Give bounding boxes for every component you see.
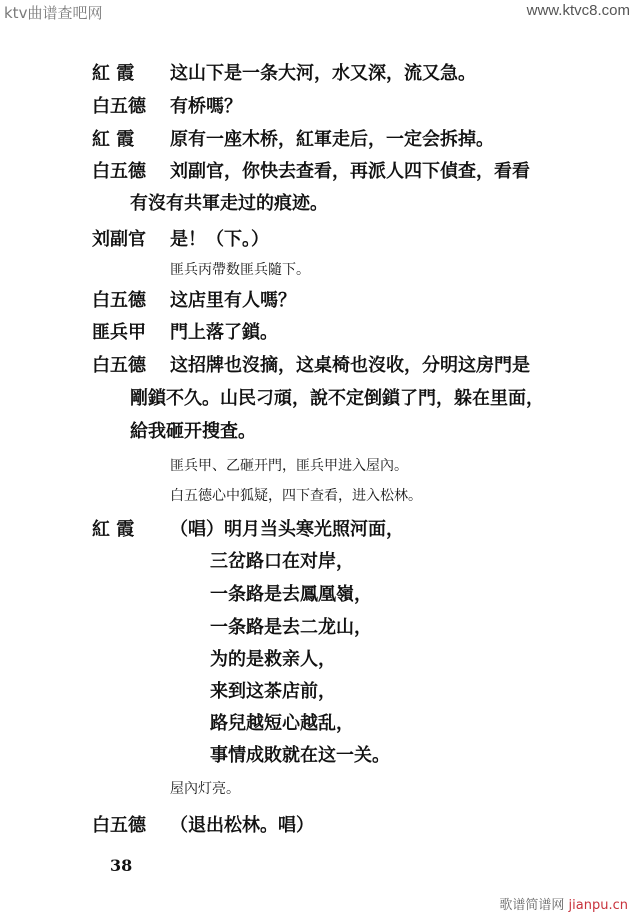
watermark-bottom-right-site: jianpu.cn	[568, 898, 628, 913]
stage-direction: 白五德心中狐疑，四下查看，进入松林。	[170, 488, 422, 504]
dialogue: （唱）明月当头寒光照河面，	[170, 519, 404, 540]
speaker: 白五德	[92, 815, 146, 836]
dialogue: （退出松林。唱）	[170, 815, 314, 836]
dialogue: 这山下是一条大河，水又深，流又急。	[170, 63, 476, 84]
dialogue-continuation: 剛鎖不久。山民刁頑，說不定倒鎖了門，躲在里面，	[130, 388, 544, 409]
speaker: 白五德	[92, 355, 146, 376]
song-line: 路兒越短心越乱，	[210, 713, 354, 734]
speaker: 匪兵甲	[92, 322, 146, 343]
page-number: 38	[110, 856, 133, 875]
dialogue: 这店里有人嗎？	[170, 290, 296, 311]
dialogue: 門上落了鎖。	[170, 322, 278, 343]
song-line: 来到这茶店前，	[210, 681, 336, 702]
speaker: 白五德	[92, 290, 146, 311]
stage-direction: 匪兵丙帶数匪兵隨下。	[170, 262, 310, 278]
song-line: 一条路是去鳳凰嶺，	[210, 584, 372, 605]
song-line: 事情成敗就在这一关。	[210, 745, 390, 766]
speaker: 白五德	[92, 96, 146, 117]
watermark-top-left: ktv曲谱查吧网	[4, 4, 103, 22]
speaker: 紅 霞	[92, 129, 135, 150]
speaker: 白五德	[92, 161, 146, 182]
dialogue-continuation: 有沒有共軍走过的痕迹。	[130, 193, 328, 214]
speaker: 刘副官	[92, 229, 146, 250]
song-line: 三岔路口在对岸，	[210, 551, 354, 572]
dialogue-continuation: 給我砸开搜査。	[130, 421, 256, 442]
watermark-bottom-right	[499, 894, 628, 913]
song-line: 一条路是去二龙山，	[210, 617, 372, 638]
song-line: 为的是救亲人，	[210, 649, 336, 670]
dialogue: 这招牌也沒摘，这桌椅也沒收，分明这房門是	[170, 355, 530, 376]
watermark-top-right: www.ktvc8.com	[526, 2, 630, 19]
stage-direction: 匪兵甲、乙砸开門，匪兵甲进入屋內。	[170, 458, 408, 474]
dialogue: 刘副官，你快去查看，再派人四下偵查，看看	[170, 161, 530, 182]
stage-direction: 屋內灯亮。	[170, 781, 240, 797]
watermark-bottom-right-prefix: 歌谱简谱网	[499, 898, 565, 913]
dialogue: 原有一座木桥，紅軍走后，一定会拆掉。	[170, 129, 494, 150]
speaker: 紅 霞	[92, 63, 135, 84]
dialogue: 有桥嗎？	[170, 96, 242, 117]
speaker: 紅 霞	[92, 519, 135, 540]
dialogue: 是！（下。）	[170, 229, 269, 250]
